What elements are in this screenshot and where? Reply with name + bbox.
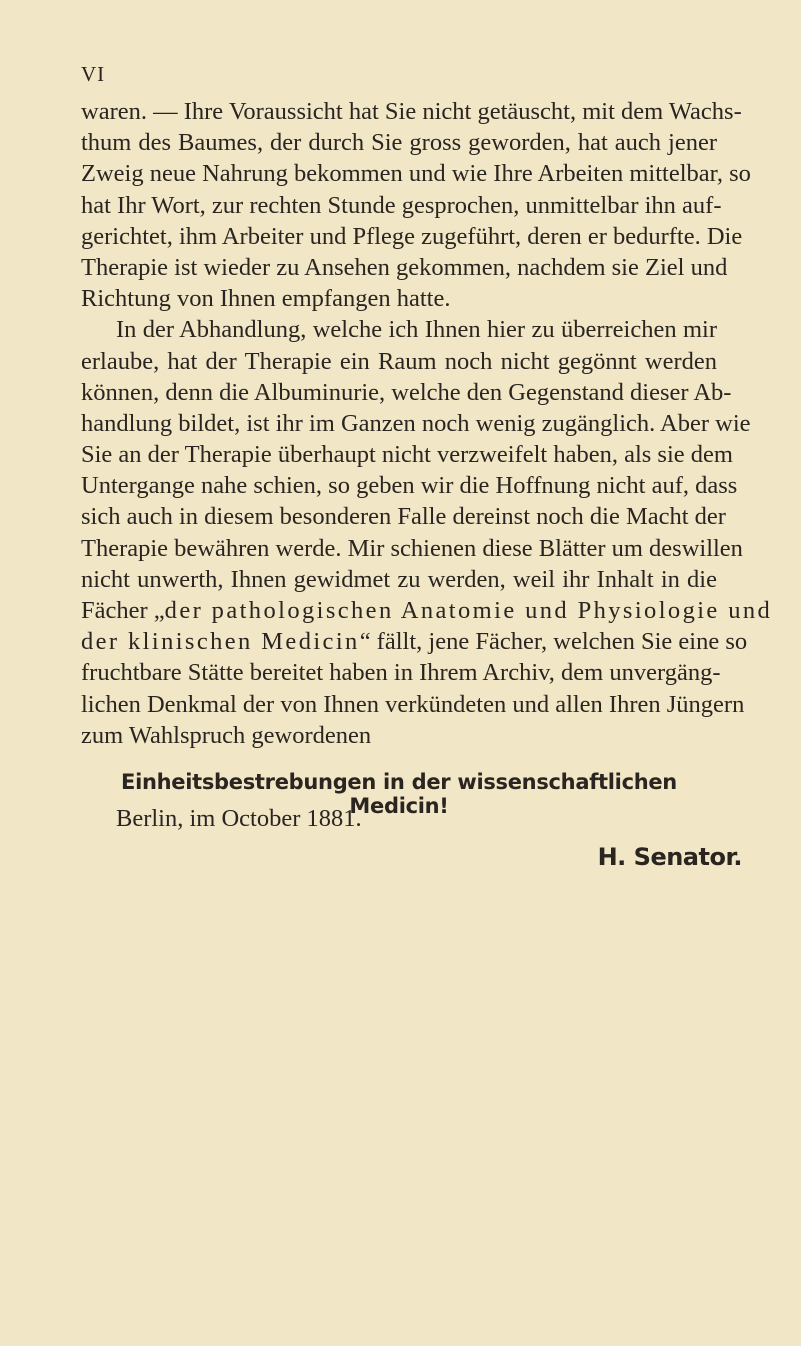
text-line: sich auch in diesem besonderen Falle dereinst noch die Macht der bbox=[81, 503, 726, 531]
motto-heading: Einheitsbestrebungen in der wissenschaftlichen Medicin! bbox=[121, 770, 677, 818]
text-line: handlung bildet, ist ihr im Ganzen noch wenig zugänglich. Aber wie bbox=[81, 409, 751, 437]
text-line: gerichtet, ihm Arbeiter und Pflege zugeführt, deren er bedurfte. Die bbox=[81, 222, 743, 250]
text-line: waren. — Ihre Voraussicht hat Sie nicht getäuscht, mit dem Wachs- bbox=[81, 98, 742, 125]
text-line: lichen Denkmal der von Ihnen verkündeten und allen Ihren Jüngern bbox=[81, 690, 745, 718]
text-line: thum des Baumes, der durch Sie gross geworden, hat auch jener bbox=[81, 129, 717, 157]
text-line: Therapie ist wieder zu Ansehen gekommen, nachdem sie Ziel und bbox=[81, 253, 728, 281]
text-line: Therapie bewähren werde. Mir schienen diese Blätter um deswillen bbox=[81, 534, 743, 562]
text-line bbox=[81, 595, 773, 626]
text-line: können, denn die Albuminurie, welche den Gegenstand dieser Ab- bbox=[81, 378, 732, 406]
author-signature: H. Senator. bbox=[597, 843, 742, 871]
spaced-title-fragment: der klinischen Medicin bbox=[81, 628, 360, 656]
page-number: VI bbox=[81, 62, 106, 86]
text-line: Zweig neue Nahrung bekommen und wie Ihre Arbeiten mittelbar, so bbox=[81, 160, 751, 188]
text-line-start: Fächer „ bbox=[81, 597, 165, 624]
text-line: hat Ihr Wort, zur rechten Stunde gesprochen, unmittelbar ihn auf- bbox=[81, 191, 722, 219]
text-line: nicht unwerth, Ihnen gewidmet zu werden, weil ihr Inhalt in die bbox=[81, 565, 717, 593]
text-line: Untergange nahe schien, so geben wir die Hoffnung nicht auf, dass bbox=[81, 472, 738, 500]
text-line: erlaube, hat der Therapie ein Raum noch nicht gegönnt werden bbox=[81, 347, 717, 375]
spaced-title-fragment: der pathologischen Anatomie und Physiologie und bbox=[164, 597, 773, 624]
text-line bbox=[81, 626, 748, 657]
text-line: In der Abhandlung, welche ich Ihnen hier zu überreichen mir bbox=[116, 316, 717, 344]
text-line-end: “ fällt, jene Fächer, welchen Sie eine so bbox=[359, 628, 748, 656]
dedication-text bbox=[81, 96, 773, 751]
text-line: Richtung von Ihnen empfangen hatte. bbox=[81, 285, 451, 313]
text-line: Sie an der Therapie überhaupt nicht verzweifelt haben, als sie dem bbox=[81, 441, 733, 469]
text-line: fruchtbare Stätte bereitet haben in Ihrem Archiv, dem unvergäng- bbox=[81, 659, 721, 687]
text-line: zum Wahlspruch gewordenen bbox=[81, 721, 372, 749]
place-and-date: Berlin, im October 1881. bbox=[116, 805, 362, 832]
